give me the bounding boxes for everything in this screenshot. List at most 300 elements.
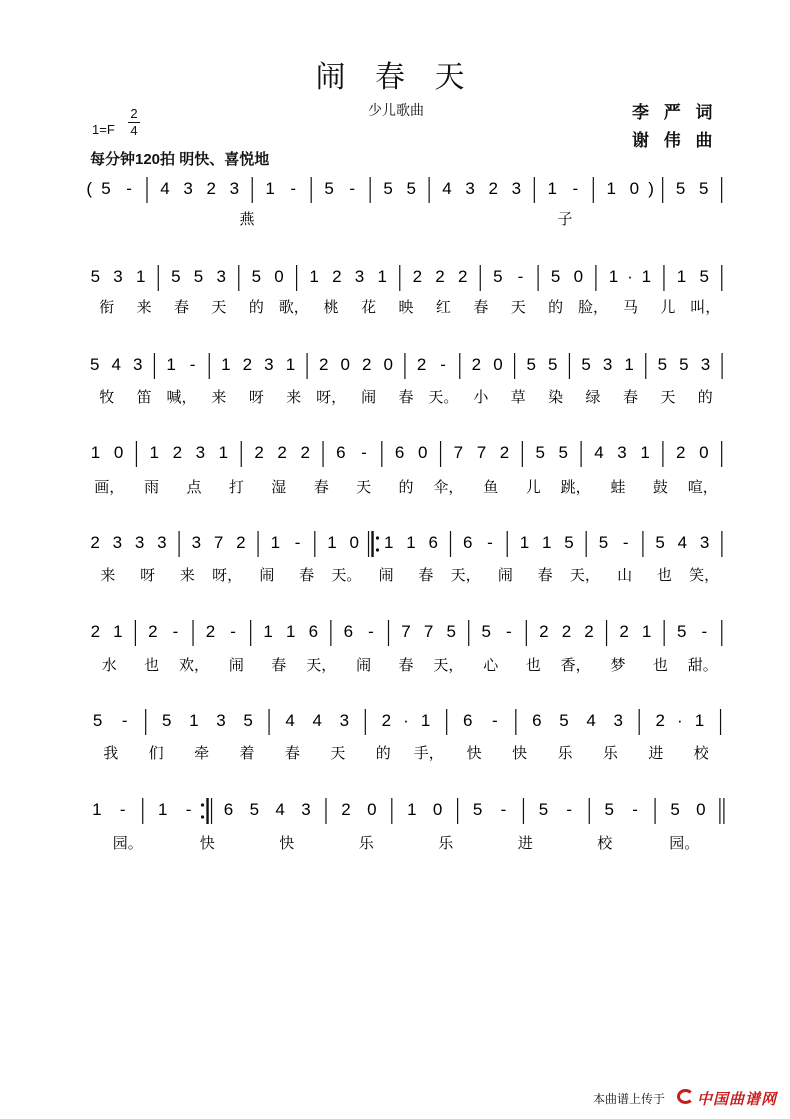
score-note: 3 — [617, 443, 627, 462]
score-note: 2 — [362, 355, 372, 374]
lyric-syllable: 天。 — [428, 388, 459, 406]
score-note: 4 — [275, 800, 285, 819]
lyric-syllable: 的 — [548, 298, 564, 316]
lyric-syllable: 进 — [648, 744, 664, 762]
lyric-syllable: 儿 — [660, 298, 676, 316]
score-note: 5 — [550, 267, 561, 286]
score-note: 5 — [171, 267, 181, 286]
meter-denominator: 4 — [130, 123, 138, 138]
lyric-syllable: 来 — [211, 388, 227, 406]
site-logo — [677, 1087, 780, 1107]
lyric-syllable: 们 — [148, 744, 164, 762]
lyric-syllable: 春 — [622, 388, 638, 406]
lyric-syllable: 也 — [656, 566, 672, 584]
score-note: 2 — [254, 443, 264, 462]
score-note: 5 — [581, 355, 591, 374]
score-note: 5 — [699, 267, 709, 286]
score-note: 5 — [526, 355, 536, 374]
score-note: 1 — [189, 711, 199, 730]
score-note: 5 — [406, 179, 416, 198]
lyric-syllable: 园。 — [112, 834, 143, 852]
lyric-syllable: 水 — [101, 656, 117, 674]
score-note: 1 — [384, 533, 394, 552]
lyric-syllable: 春 — [473, 298, 489, 316]
score-note: 3 — [191, 533, 202, 552]
lyric-syllable: 乐 — [557, 744, 573, 762]
score-note: 1 — [285, 355, 296, 374]
lyric-syllable: 歌， — [278, 298, 309, 316]
score-note: 1 — [166, 355, 176, 374]
score-note: 5 — [324, 179, 334, 198]
score-note: 0 — [432, 800, 443, 819]
lyric-syllable: 呀 — [248, 388, 264, 406]
site-name: 中国曲谱网 — [697, 1091, 778, 1108]
lyric-syllable: 天 — [356, 478, 372, 496]
score-note: 5 — [161, 711, 172, 730]
score-note: · — [403, 711, 409, 730]
lyric-syllable: 甜。 — [687, 656, 718, 674]
score-note: 5 — [675, 179, 686, 198]
score-note: 5 — [655, 533, 665, 552]
logo-icon — [677, 1089, 694, 1104]
lyric-syllable: 草 — [510, 388, 526, 406]
score-note: 6 — [428, 533, 438, 552]
score-note: 1 — [92, 800, 102, 819]
score-note: 3 — [511, 179, 522, 198]
score-note: 6 — [394, 443, 405, 462]
lyric-syllable: 春 — [299, 566, 315, 584]
lyric-syllable: 山 — [617, 566, 633, 584]
score-note: 0 — [383, 355, 393, 374]
score-note: 2 — [277, 443, 287, 462]
lyric-syllable: 校 — [597, 834, 613, 852]
score-note: 2 — [457, 267, 468, 286]
score-note: 1 — [624, 355, 634, 374]
score-note: 1 — [221, 355, 231, 374]
score-note: 0 — [274, 267, 284, 286]
lyric-syllable: 快 — [199, 834, 215, 852]
score-note: 5 — [698, 179, 709, 198]
score-note: 3 — [699, 533, 710, 552]
lyric-syllable: 也 — [652, 656, 668, 674]
score-note: 5 — [657, 355, 668, 374]
score-note: 1 — [265, 179, 275, 198]
score-note: 1 — [420, 711, 431, 730]
score-note: 2 — [435, 267, 445, 286]
score-note: 4 — [442, 179, 452, 198]
lyric-syllable: 闹 — [356, 656, 372, 674]
lyric-syllable: 绿 — [585, 388, 601, 406]
lyric-syllable: 天 — [211, 298, 227, 316]
score-note: 5 — [535, 443, 545, 462]
lyric-syllable: 天 — [510, 298, 526, 316]
key-signature: 1=F — [92, 122, 115, 137]
score-note: 0 — [349, 533, 360, 552]
score-note: 2 — [242, 355, 253, 374]
score-note: 2 — [319, 355, 329, 374]
score-note: - — [189, 355, 196, 374]
lyric-syllable: 的 — [375, 744, 391, 762]
score-note: 3 — [301, 800, 311, 819]
score-note: - — [566, 800, 573, 819]
score-note: - — [294, 533, 301, 552]
footer-upload-text: 本曲谱上传于 — [593, 1092, 666, 1106]
score-note: - — [126, 179, 132, 198]
score-note: 3 — [216, 711, 226, 730]
repeat-barline — [369, 531, 380, 557]
score-note: 4 — [586, 711, 596, 730]
lyric-syllable: 我 — [103, 744, 119, 762]
lyric-syllable: 打 — [228, 478, 244, 496]
score-note: 1 — [694, 711, 705, 730]
lyric-syllable: 着 — [239, 744, 255, 762]
score-note: 3 — [157, 533, 167, 552]
lyric-syllable: 蛙 — [610, 478, 626, 496]
score-note: 5 — [446, 622, 456, 641]
score-note: - — [632, 800, 638, 819]
score-note: - — [230, 622, 236, 641]
lyric-syllable: 湿 — [271, 478, 287, 496]
score-note: 5 — [598, 533, 609, 552]
score-note: 4 — [312, 711, 322, 730]
score-note: - — [185, 800, 192, 819]
lyric-syllable: 的 — [248, 298, 264, 316]
score-note: 2 — [499, 443, 510, 462]
score-note: 2 — [236, 533, 246, 552]
lyric-syllable: 闹 — [361, 388, 377, 406]
score-note: 0 — [340, 355, 350, 374]
score-note: 5 — [604, 800, 615, 819]
lyric-syllable: 喊， — [166, 388, 197, 406]
score-note: 0 — [367, 800, 377, 819]
final-barline — [720, 798, 724, 824]
score-note: 2 — [90, 622, 101, 641]
score-note: 1 — [640, 443, 650, 462]
score-note: 1 — [407, 800, 417, 819]
lyric-syllable: 乐 — [438, 834, 454, 852]
lyric-syllable: 天。 — [331, 566, 362, 584]
lyric-syllable: 的 — [398, 478, 414, 496]
score-note: 6 — [343, 622, 354, 641]
score-note: 2 — [416, 355, 427, 374]
lyric-syllable: 天 — [330, 744, 346, 762]
lyric-syllable: 快 — [279, 834, 295, 852]
lyric-syllable: 画， — [94, 478, 125, 496]
score-note: 2 — [90, 533, 100, 552]
score-note: 5 — [472, 800, 483, 819]
score-note: · — [627, 267, 633, 286]
lyric-syllable: 校 — [693, 744, 709, 762]
score-note: 0 — [417, 443, 428, 462]
score-note: 3 — [113, 267, 123, 286]
score-note: - — [440, 355, 446, 374]
score-note: - — [121, 711, 128, 730]
score-note: 0 — [699, 443, 709, 462]
score-note: 1 — [608, 267, 619, 286]
lyric-syllable: 春 — [418, 566, 434, 584]
score-note: 3 — [229, 179, 240, 198]
score-note: - — [572, 179, 579, 198]
score-note: 5 — [90, 355, 100, 374]
score-note: 4 — [111, 355, 121, 374]
score-note: - — [368, 622, 374, 641]
lyric-syllable: 春 — [398, 656, 414, 674]
score-note: - — [622, 533, 629, 552]
lyric-syllable: 也 — [144, 656, 160, 674]
lyric-syllable: 儿 — [525, 478, 541, 496]
score-note: - — [701, 622, 708, 641]
lyric-syllable: 呀， — [316, 388, 347, 406]
score-note: 3 — [134, 533, 145, 552]
score-note: 5 — [564, 533, 574, 552]
lyric-syllable: 来 — [100, 566, 116, 584]
lyric-syllable: 衔 — [99, 298, 115, 316]
score-note: 1 — [406, 533, 416, 552]
score-note: 0 — [629, 179, 640, 198]
score-note: 1 — [377, 267, 387, 286]
score-note: 2 — [332, 267, 342, 286]
score-note: 1 — [641, 267, 652, 286]
score-note: - — [517, 267, 524, 286]
lyric-syllable: 春 — [398, 388, 414, 406]
score-note: 1 — [218, 443, 229, 462]
score-note: 2 — [676, 443, 686, 462]
score-note: - — [119, 800, 126, 819]
score-note: 5 — [193, 267, 204, 286]
lyric-syllable: 伞， — [433, 478, 464, 496]
score-note: 0 — [696, 800, 706, 819]
lyric-syllable: 天， — [306, 656, 337, 674]
score-note: 2 — [300, 443, 310, 462]
score-note: 1 — [519, 533, 530, 552]
lyric-syllable: 快 — [466, 744, 482, 762]
score-note: 2 — [148, 622, 158, 641]
score-note: - — [487, 533, 493, 552]
score-note: 5 — [493, 267, 503, 286]
score-note: 4 — [160, 179, 170, 198]
lyric-syllable: 红 — [435, 298, 451, 316]
score-note: 2 — [172, 443, 183, 462]
composer-credit: 谢 伟 曲 — [632, 131, 718, 150]
score-note: 1 — [286, 622, 296, 641]
lyric-syllable: 春 — [271, 656, 287, 674]
score-note: 1 — [135, 267, 146, 286]
lyric-syllable: 春 — [537, 566, 553, 584]
score-note: 3 — [465, 179, 475, 198]
score-note: - — [361, 443, 367, 462]
lyric-syllable: 桃 — [323, 298, 339, 316]
score-note: 5 — [548, 355, 558, 374]
lyric-syllable: 呀 — [140, 566, 156, 584]
score-note: 1 — [90, 443, 101, 462]
score-note: 3 — [339, 711, 350, 730]
lyric-syllable: 点 — [186, 478, 202, 496]
lyric-syllable: 牧 — [99, 388, 115, 406]
lyric-syllable: 心 — [483, 656, 499, 674]
score-note: 5 — [559, 711, 569, 730]
score-note: 7 — [423, 622, 434, 641]
score-note: · — [677, 711, 683, 730]
score-note: 5 — [251, 267, 262, 286]
lyric-syllable: 脸， — [578, 298, 609, 316]
repeat-barline — [201, 798, 212, 824]
lyric-syllable: 笑， — [689, 566, 720, 584]
score-note: 1 — [309, 267, 319, 286]
lyric-syllable: 乐 — [602, 744, 618, 762]
lyric-syllable: 春 — [284, 744, 300, 762]
lyric-syllable: 天， — [433, 656, 464, 674]
score-note: 0 — [493, 355, 503, 374]
score-note: 1 — [547, 179, 557, 198]
score-note: 6 — [336, 443, 346, 462]
lyric-syllable: 来 — [179, 566, 195, 584]
score-note: 0 — [573, 267, 584, 286]
score-note: - — [500, 800, 507, 819]
tempo-marking: 每分钟120拍 明快、喜悦地 — [90, 151, 270, 168]
lyric-syllable: 春 — [313, 478, 329, 496]
score-note: 3 — [195, 443, 206, 462]
score-note: - — [491, 711, 498, 730]
lyric-syllable: 进 — [517, 834, 533, 852]
lyric-syllable: 喧， — [687, 478, 718, 496]
score-note: 5 — [538, 800, 549, 819]
lyric-syllable: 天， — [450, 566, 481, 584]
score-note: 3 — [602, 355, 613, 374]
lyric-syllable: 春 — [174, 298, 190, 316]
lyric-syllable: 映 — [398, 298, 414, 316]
score-note: 5 — [558, 443, 568, 462]
lyric-syllable: 闹 — [228, 656, 244, 674]
score-note: 5 — [481, 622, 491, 641]
lyric-syllable: 也 — [525, 656, 541, 674]
score-note: 1 — [641, 622, 652, 641]
score-note: 7 — [476, 443, 487, 462]
lyric-syllable: 花 — [361, 298, 377, 316]
lyric-syllable: 鼓 — [652, 478, 668, 496]
lyric-syllable: 叫， — [690, 298, 721, 316]
score-note: 4 — [677, 533, 688, 552]
score-note: 7 — [213, 533, 224, 552]
lyric-syllable: 来 — [136, 298, 152, 316]
score-note: 3 — [112, 533, 123, 552]
lyric-syllable: 欢， — [178, 656, 210, 674]
lyric-syllable: 子 — [557, 210, 573, 228]
score-note: 2 — [341, 800, 351, 819]
lyric-syllable: 梦 — [610, 656, 626, 674]
lyric-syllable: 来 — [286, 388, 302, 406]
score-note: 5 — [243, 711, 253, 730]
score-note: 1 — [606, 179, 616, 198]
song-title: 闹 春 天 — [315, 60, 475, 95]
score-note: 3 — [264, 355, 274, 374]
score-note: 6 — [532, 711, 542, 730]
lyric-syllable: 园。 — [669, 834, 700, 852]
lyric-syllable: 乐 — [358, 834, 374, 852]
score-note: ( — [86, 179, 93, 198]
score-note: 3 — [216, 267, 226, 286]
score-note: 2 — [471, 355, 482, 374]
score-note: - — [349, 179, 356, 198]
score-note: 6 — [462, 533, 473, 552]
score-note: 5 — [90, 267, 101, 286]
lyric-syllable: 闹 — [378, 566, 394, 584]
lyric-syllable: 牵 — [194, 744, 210, 762]
lyric-syllable: 天， — [569, 566, 600, 584]
lyric-syllable: 鱼 — [483, 478, 499, 496]
score-note: 6 — [462, 711, 473, 730]
score-note: 2 — [205, 622, 216, 641]
score-note: 5 — [679, 355, 689, 374]
score-note: 5 — [676, 622, 687, 641]
score-note: 2 — [584, 622, 594, 641]
lyric-syllable: 闹 — [497, 566, 513, 584]
lyric-syllable: 染 — [548, 388, 564, 406]
score-note: 5 — [101, 179, 111, 198]
score-note: 7 — [453, 443, 464, 462]
score-note: 2 — [655, 711, 665, 730]
score-note: ) — [648, 179, 654, 198]
lyric-syllable: 雨 — [144, 478, 160, 496]
score-note: 1 — [327, 533, 337, 552]
score-note: 3 — [133, 355, 143, 374]
lyric-syllable: 天 — [660, 388, 676, 406]
meter-numerator: 2 — [130, 106, 138, 121]
lyric-syllable: 的 — [697, 388, 713, 406]
score-note: 0 — [113, 443, 124, 462]
score-note: 1 — [149, 443, 160, 462]
lyric-syllable: 香， — [560, 656, 591, 674]
score-note: 2 — [488, 179, 499, 198]
score-note: 5 — [670, 800, 680, 819]
score-note: 6 — [308, 622, 319, 641]
score-note: - — [172, 622, 179, 641]
score-note: 2 — [206, 179, 216, 198]
score-note: 3 — [700, 355, 711, 374]
lyric-syllable: 闹 — [259, 566, 275, 584]
score-note: 2 — [381, 711, 392, 730]
score-note: - — [505, 622, 512, 641]
score-note: 2 — [561, 622, 572, 641]
score-note: 1 — [541, 533, 552, 552]
lyric-syllable: 马 — [622, 298, 638, 316]
score-note: 2 — [619, 622, 629, 641]
score-note: 3 — [183, 179, 193, 198]
score-note: 6 — [223, 800, 234, 819]
lyricist-credit: 李 严 词 — [632, 103, 718, 122]
score-note: 7 — [401, 622, 411, 641]
score-note: 5 — [249, 800, 260, 819]
score-note: 1 — [263, 622, 273, 641]
score-note: 5 — [383, 179, 393, 198]
lyric-syllable: 手， — [413, 744, 444, 762]
score-note: - — [290, 179, 297, 198]
lyric-syllable: 笛 — [136, 388, 152, 406]
lyric-syllable: 燕 — [239, 210, 255, 228]
score-note: 2 — [412, 267, 423, 286]
lyric-syllable: 快 — [512, 744, 528, 762]
score-note: 4 — [285, 711, 295, 730]
score-note: 5 — [92, 711, 103, 730]
score-note: 3 — [354, 267, 365, 286]
score-note: 1 — [270, 533, 281, 552]
lyric-syllable: 小 — [473, 388, 489, 406]
score-note: 3 — [613, 711, 623, 730]
score-note: 2 — [539, 622, 549, 641]
score-note: 1 — [113, 622, 123, 641]
score-note: 1 — [676, 267, 687, 286]
lyric-syllable: 呀， — [212, 566, 243, 584]
score-note: 4 — [594, 443, 604, 462]
